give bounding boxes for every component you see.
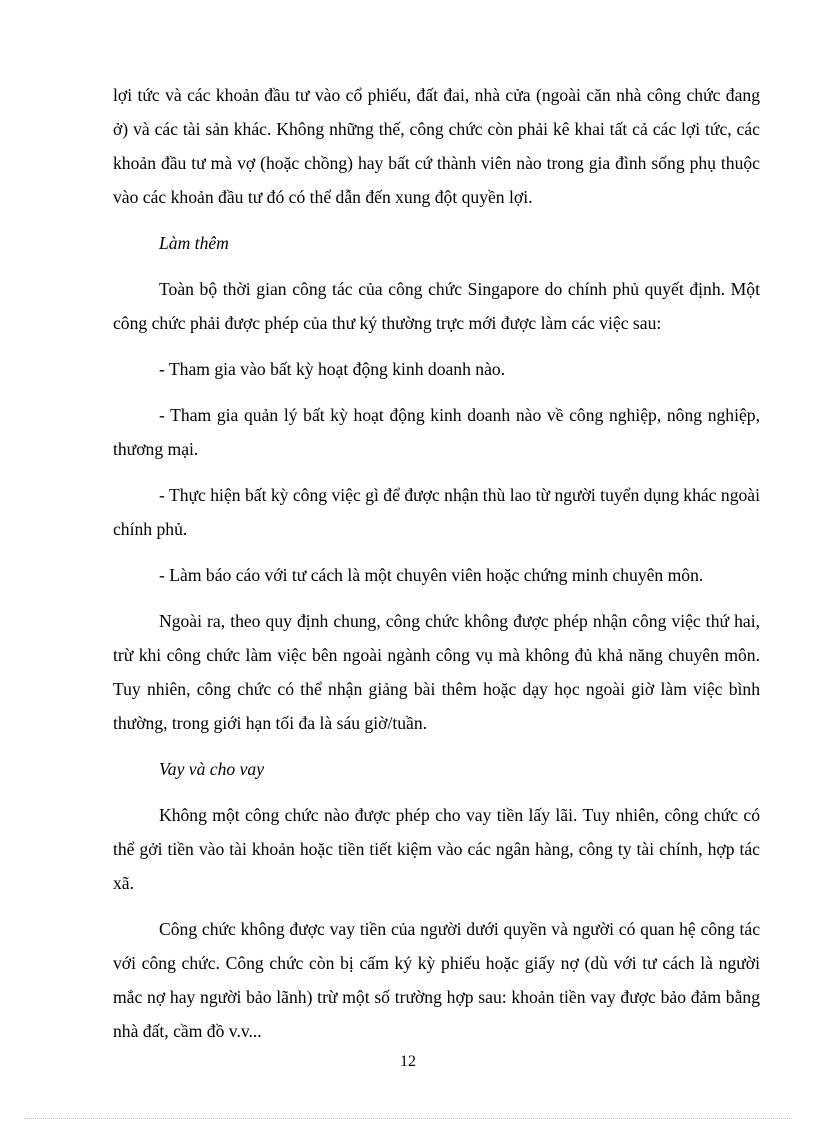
section-heading-lam-them: Làm thêm — [159, 233, 229, 253]
list-item-business: - Tham gia vào bất kỳ hoạt động kinh doanh nào. — [159, 359, 506, 379]
list-item-management: - Tham gia quản lý bất kỳ hoạt động kinh doanh nào về công nghiệp, nông nghiệp, thương mại. — [113, 405, 760, 459]
paragraph-declaration-continued: lợi tức và các khoản đầu tư vào cổ phiếu, đất đai, nhà cửa (ngoài căn nhà công chức đang ở) và các tài sản khác. Không những thế, công chức còn phải kê khai tất cả các lợi tức, các khoản đầu tư mà vợ (hoặc chồng) hay bất cứ thành viên nào trong gia đình sống phụ thuộc vào các khoản đầu tư đó có thể dẫn đến xung đột quyền lợi. — [113, 85, 760, 207]
paragraph-second-job: Ngoài ra, theo quy định chung, công chức không được phép nhận công việc thứ hai, trừ khi công chức làm việc bên ngoài ngành công vụ mà không đủ khả năng chuyên môn. Tuy nhiên, công chức có thể nhận giảng bài thêm hoặc dạy học ngoài giờ làm việc bình thường, trong giới hạn tối đa là sáu giờ/tuần. — [113, 611, 760, 733]
list-item-report: - Làm báo cáo với tư cách là một chuyên viên hoặc chứng minh chuyên môn. — [159, 565, 704, 585]
list-item-remuneration: - Thực hiện bất kỳ công việc gì để được nhận thù lao từ người tuyển dụng khác ngoài chính phủ. — [113, 485, 760, 539]
paragraph-borrowing: Công chức không được vay tiền của người dưới quyền và người có quan hệ công tác với công chức. Công chức còn bị cấm ký kỳ phiếu hoặc giấy nợ (dù với tư cách là người mắc nợ hay người bảo lãnh) trừ một số trường hợp sau: khoản tiền vay được bảo đảm bằng nhà đất, cầm đồ v.v... — [113, 919, 760, 1041]
paragraph-working-time: Toàn bộ thời gian công tác của công chức Singapore do chính phủ quyết định. Một công chức phải được phép của thư ký thường trực mới được làm các việc sau: — [113, 279, 760, 333]
page-bottom-divider — [24, 1118, 792, 1119]
paragraph-lending: Không một công chức nào được phép cho vay tiền lấy lãi. Tuy nhiên, công chức có thể gởi tiền vào tài khoản hoặc tiền tiết kiệm vào các ngân hàng, công ty tài chính, hợp tác xã. — [113, 805, 760, 893]
body-text — [113, 78, 760, 1060]
page-number: 12 — [400, 1053, 416, 1070]
section-heading-vay-va-cho-vay: Vay và cho vay — [159, 759, 265, 779]
